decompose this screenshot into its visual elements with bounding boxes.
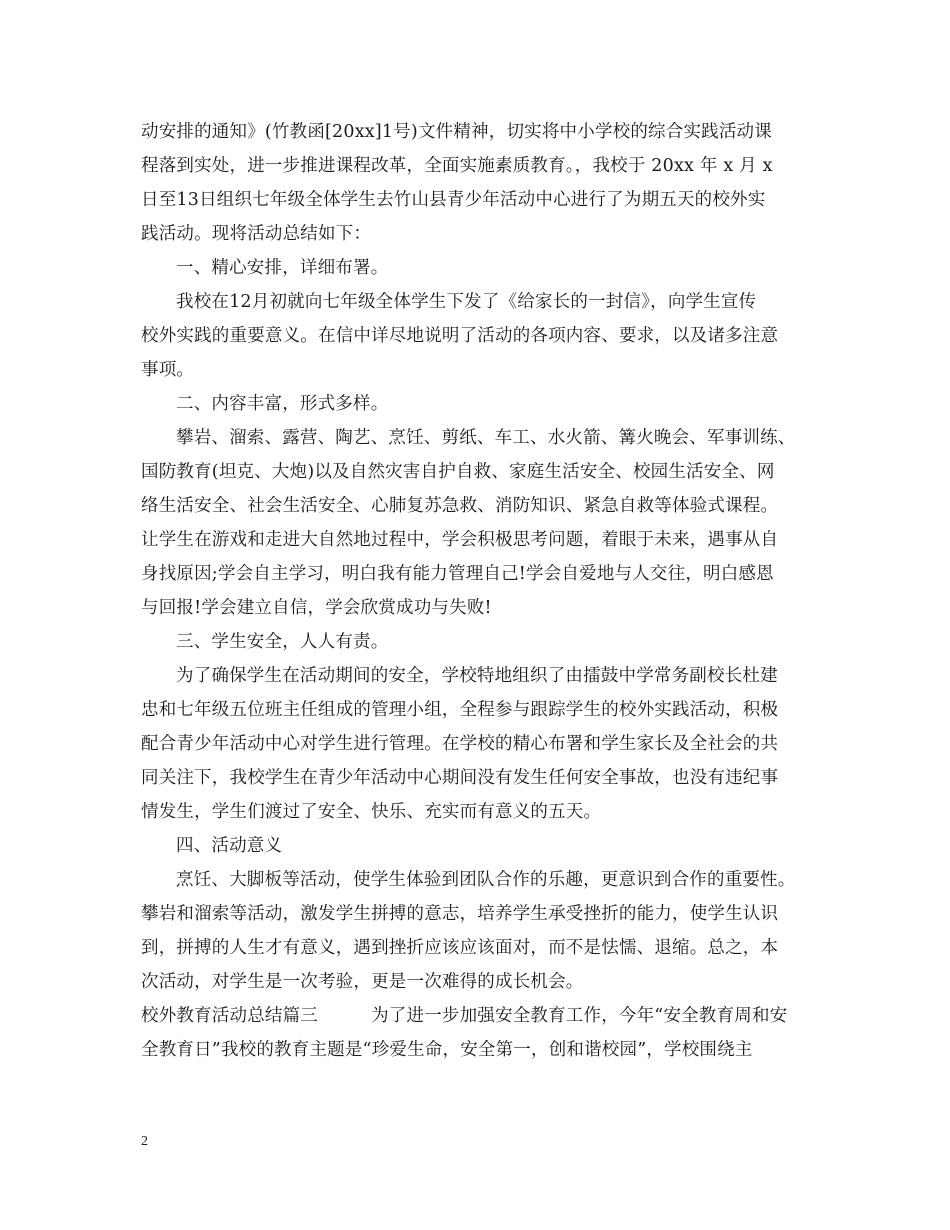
text-line: 国防教育(坦克、大炮)以及自然灾害自护自救、家庭生活安全、校园生活安全、网 — [141, 462, 775, 482]
text-line: 全教育日”我校的教育主题是“珍爱生命，安全第一，创和谐校园”，学校围绕主 — [141, 1040, 753, 1060]
section-heading-1: 一、精心安排，详细布署。 — [176, 258, 389, 278]
text-line: 攀岩和溜索等活动，激发学生拼搏的意志，培养学生承受挫折的能力，使学生认识 — [141, 904, 779, 924]
text-line: 校外实践的重要意义。在信中详尽地说明了活动的各项内容、要求，以及诸多注意 — [141, 326, 779, 346]
text-line: 身找原因;学会自主学习，明白我有能力管理自己!学会自爱地与人交往，明白感恩 — [141, 564, 774, 584]
text-line: 到，拼搏的人生才有意义，遇到挫折应该应该面对，而不是怯懦、退缩。总之，本 — [141, 938, 779, 958]
text-line: 烹饪、大脚板等活动，使学生体验到团队合作的乐趣，更意识到合作的重要性。 — [176, 870, 796, 890]
text-line: 络生活安全、社会生活安全、心肺复苏急救、消防知识、紧急自救等体验式课程。 — [141, 496, 779, 516]
text-line: 配合青少年活动中心对学生进行管理。在学校的精心布署和学生家长及全社会的共 — [141, 734, 779, 754]
text-line: 忠和七年级五位班主任组成的管理小组，全程参与跟踪学生的校外实践活动，积极 — [141, 700, 779, 720]
section-heading-4: 四、活动意义 — [176, 836, 283, 856]
text-line: 为了确保学生在活动期间的安全，学校特地组织了由擂鼓中学常务副校长杜建 — [176, 666, 778, 686]
text-line: 同关注下，我校学生在青少年活动中心期间没有发生任何安全事故，也没有违纪事 — [141, 768, 779, 788]
section-heading-3: 三、学生安全，人人有责。 — [176, 632, 389, 652]
text-line: 与回报!学会建立自信，学会欣赏成功与失败! — [141, 598, 492, 618]
text-line: 情发生，学生们渡过了安全、快乐、充实而有意义的五天。 — [141, 802, 602, 822]
text-line: 程落到实处，进一步推进课程改革，全面实施素质教育。，我校于 20xx 年 x 月 x — [141, 156, 773, 176]
section-title-line: 校外教育活动总结篇三 为了进一步加强安全教育工作，今年“安全教育周和安 — [141, 1006, 788, 1026]
text-line: 践活动。现将活动总结如下： — [141, 224, 372, 244]
text-line: 我校在12月初就向七年级全体学生下发了《给家长的一封信》，向学生宣传 — [176, 292, 757, 312]
text-line: 事项。 — [141, 360, 195, 380]
section-heading-2: 二、内容丰富，形式多样。 — [176, 394, 389, 414]
text-line: 让学生在游戏和走进大自然地过程中，学会积极思考问题，着眼于未来，遇事从自 — [141, 530, 779, 550]
text-line: 攀岩、溜索、露营、陶艺、烹饪、剪纸、车工、水火箭、篝火晚会、军事训练、 — [176, 428, 796, 448]
text-line: 动安排的通知》(竹教函[20xx]1号)文件精神，切实将中小学校的综合实践活动课 — [141, 122, 772, 142]
text-line: 次活动，对学生是一次考验，更是一次难得的成长机会。 — [141, 972, 584, 992]
text-line: 日至13日组织七年级全体学生去竹山县青少年活动中心进行了为期五天的校外实 — [141, 190, 766, 210]
page-number: 2 — [141, 1134, 148, 1149]
document-body — [141, 115, 821, 1067]
